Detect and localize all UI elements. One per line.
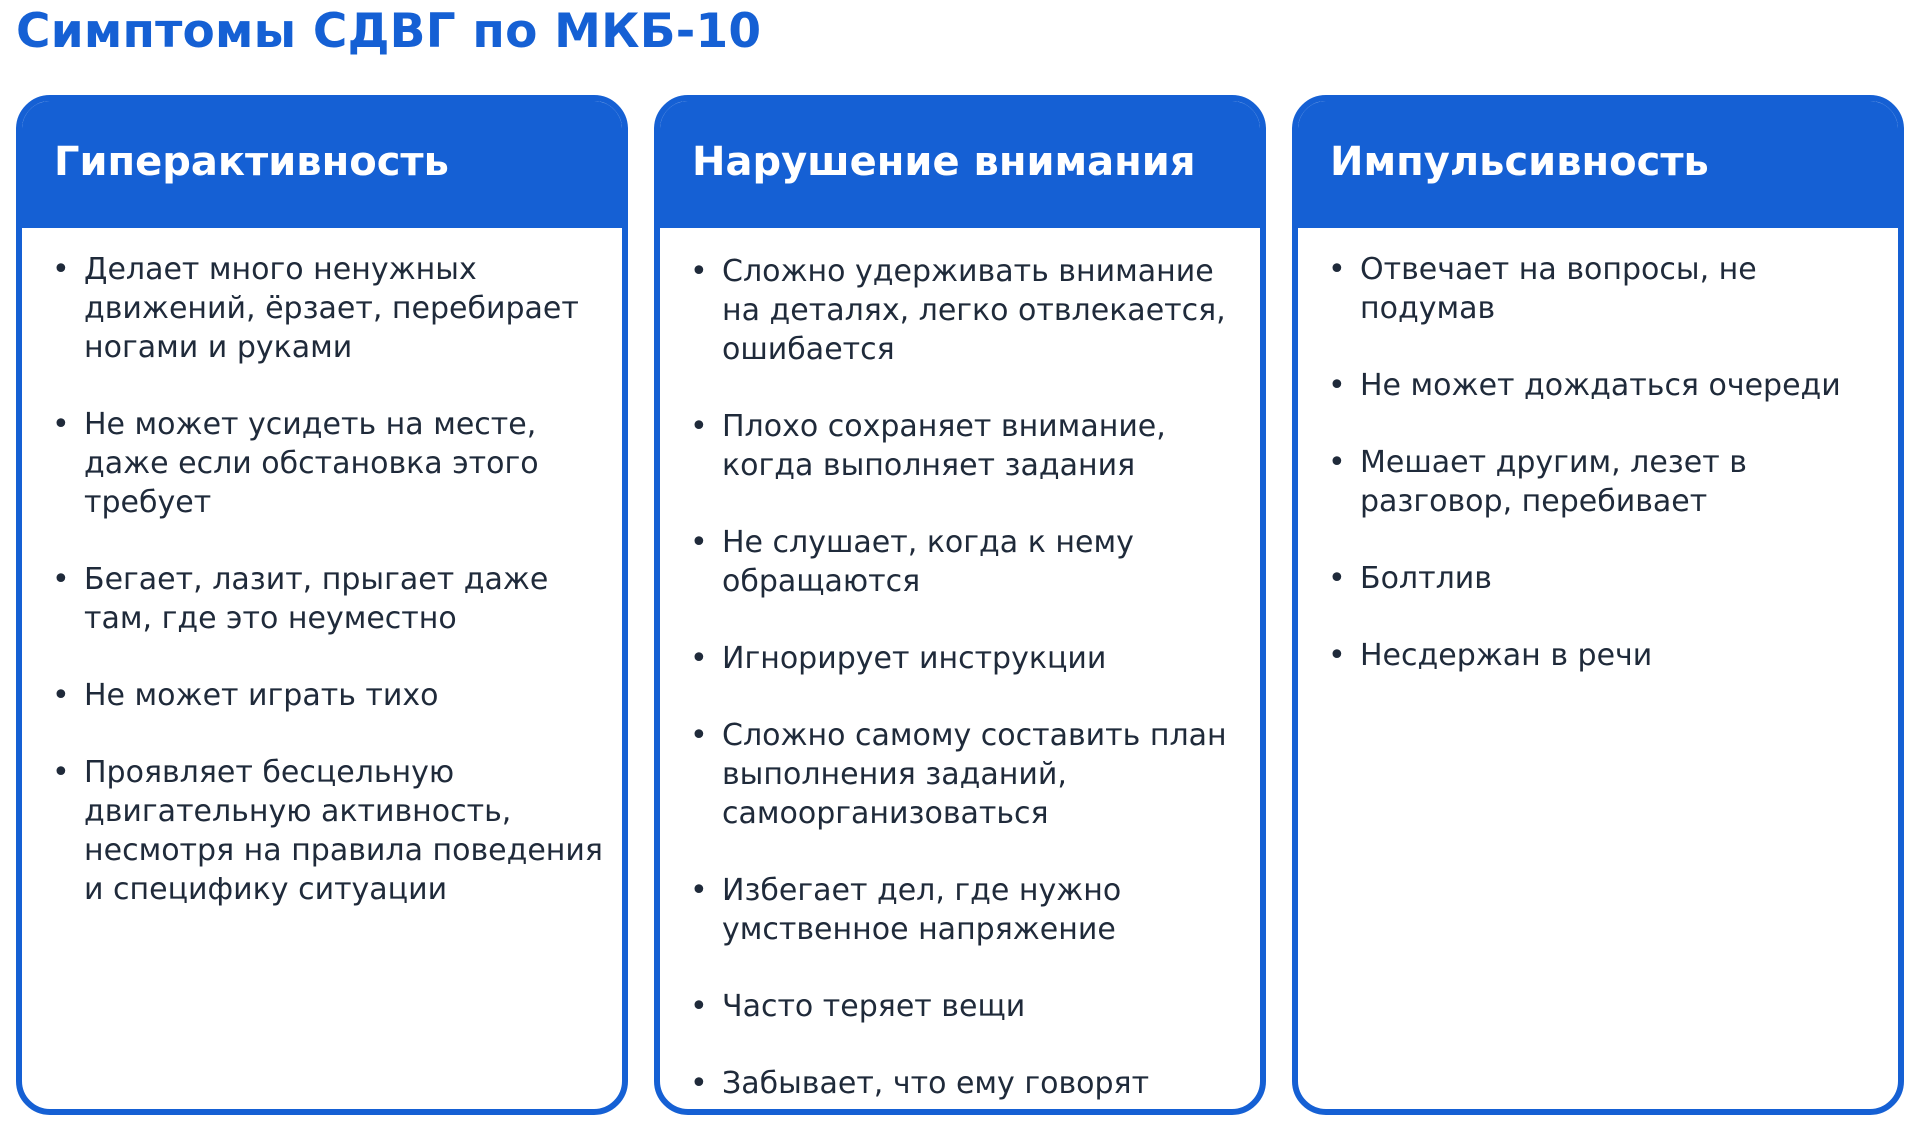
column-title: Гиперактивность	[54, 139, 449, 185]
symptom-list	[22, 228, 622, 909]
bullet-icon: •	[690, 409, 708, 444]
bullet-icon: •	[690, 254, 708, 289]
bullet-icon: •	[1328, 445, 1346, 480]
bullet-icon: •	[690, 641, 708, 676]
item-text: Несдержан в речи	[1360, 638, 1653, 673]
bullet-icon: •	[690, 718, 708, 753]
column-attention-deficit	[654, 95, 1266, 1115]
item-text: Делает много ненужных движений, ёрзает, перебирает ногами и руками	[84, 252, 579, 365]
bullet-icon: •	[52, 755, 70, 790]
column-hyperactivity	[16, 95, 628, 1115]
item-text: Не может играть тихо	[84, 678, 439, 713]
bullet-icon: •	[52, 562, 70, 597]
symptom-list	[1298, 228, 1898, 675]
bullet-icon: •	[690, 989, 708, 1024]
bullet-icon: •	[52, 252, 70, 287]
item-text: Не может усидеть на месте, даже если обстановка этого требует	[84, 407, 539, 520]
list-item	[690, 987, 1250, 1026]
column-header	[660, 101, 1260, 228]
list-item	[690, 871, 1250, 949]
column-header	[1298, 101, 1898, 228]
list-item	[1328, 443, 1888, 521]
item-text: Плохо сохраняет внимание, когда выполняет задания	[722, 409, 1166, 483]
bullet-icon: •	[690, 1066, 708, 1101]
list-item	[52, 753, 612, 909]
bullet-icon: •	[1328, 368, 1346, 403]
column-impulsivity	[1292, 95, 1904, 1115]
item-text: Забывает, что ему говорят	[722, 1066, 1150, 1101]
bullet-icon: •	[690, 873, 708, 908]
list-item	[1328, 366, 1888, 405]
item-text: Бегает, лазит, прыгает даже там, где это неуместно	[84, 562, 549, 636]
list-item	[52, 405, 612, 522]
column-title: Нарушение внимания	[692, 139, 1196, 185]
bullet-icon: •	[690, 525, 708, 560]
item-text: Не может дождаться очереди	[1360, 368, 1841, 403]
bullet-icon: •	[52, 678, 70, 713]
list-item	[1328, 250, 1888, 328]
item-text: Не слушает, когда к нему обращаются	[722, 525, 1134, 599]
list-item	[690, 716, 1250, 833]
item-text: Часто теряет вещи	[722, 989, 1026, 1024]
symptom-list	[660, 228, 1260, 1103]
bullet-icon: •	[1328, 638, 1346, 673]
bullet-icon: •	[52, 407, 70, 442]
item-text: Болтлив	[1360, 561, 1492, 596]
bullet-icon: •	[1328, 561, 1346, 596]
item-text: Мешает другим, лезет в разговор, перебивает	[1360, 445, 1747, 519]
page-title: Симптомы СДВГ по МКБ-10	[16, 4, 762, 59]
list-item	[690, 523, 1250, 601]
item-text: Сложно удерживать внимание на деталях, легко отвлекается, ошибается	[722, 254, 1226, 367]
list-item	[1328, 559, 1888, 598]
list-item	[52, 560, 612, 638]
column-header	[22, 101, 622, 228]
list-item	[690, 407, 1250, 485]
list-item	[52, 676, 612, 715]
column-title: Импульсивность	[1330, 139, 1709, 185]
item-text: Проявляет бесцельную двигательную активность, несмотря на правила поведения и специфику ситуации	[84, 755, 603, 907]
list-item	[690, 639, 1250, 678]
list-item	[690, 1064, 1250, 1103]
bullet-icon: •	[1328, 252, 1346, 287]
item-text: Сложно самому составить план выполнения заданий, самоорганизоваться	[722, 718, 1227, 831]
item-text: Игнорирует инструкции	[722, 641, 1107, 676]
item-text: Отвечает на вопросы, не подумав	[1360, 252, 1757, 326]
item-text: Избегает дел, где нужно умственное напряжение	[722, 873, 1122, 947]
list-item	[52, 250, 612, 367]
list-item	[1328, 636, 1888, 675]
list-item	[690, 252, 1250, 369]
